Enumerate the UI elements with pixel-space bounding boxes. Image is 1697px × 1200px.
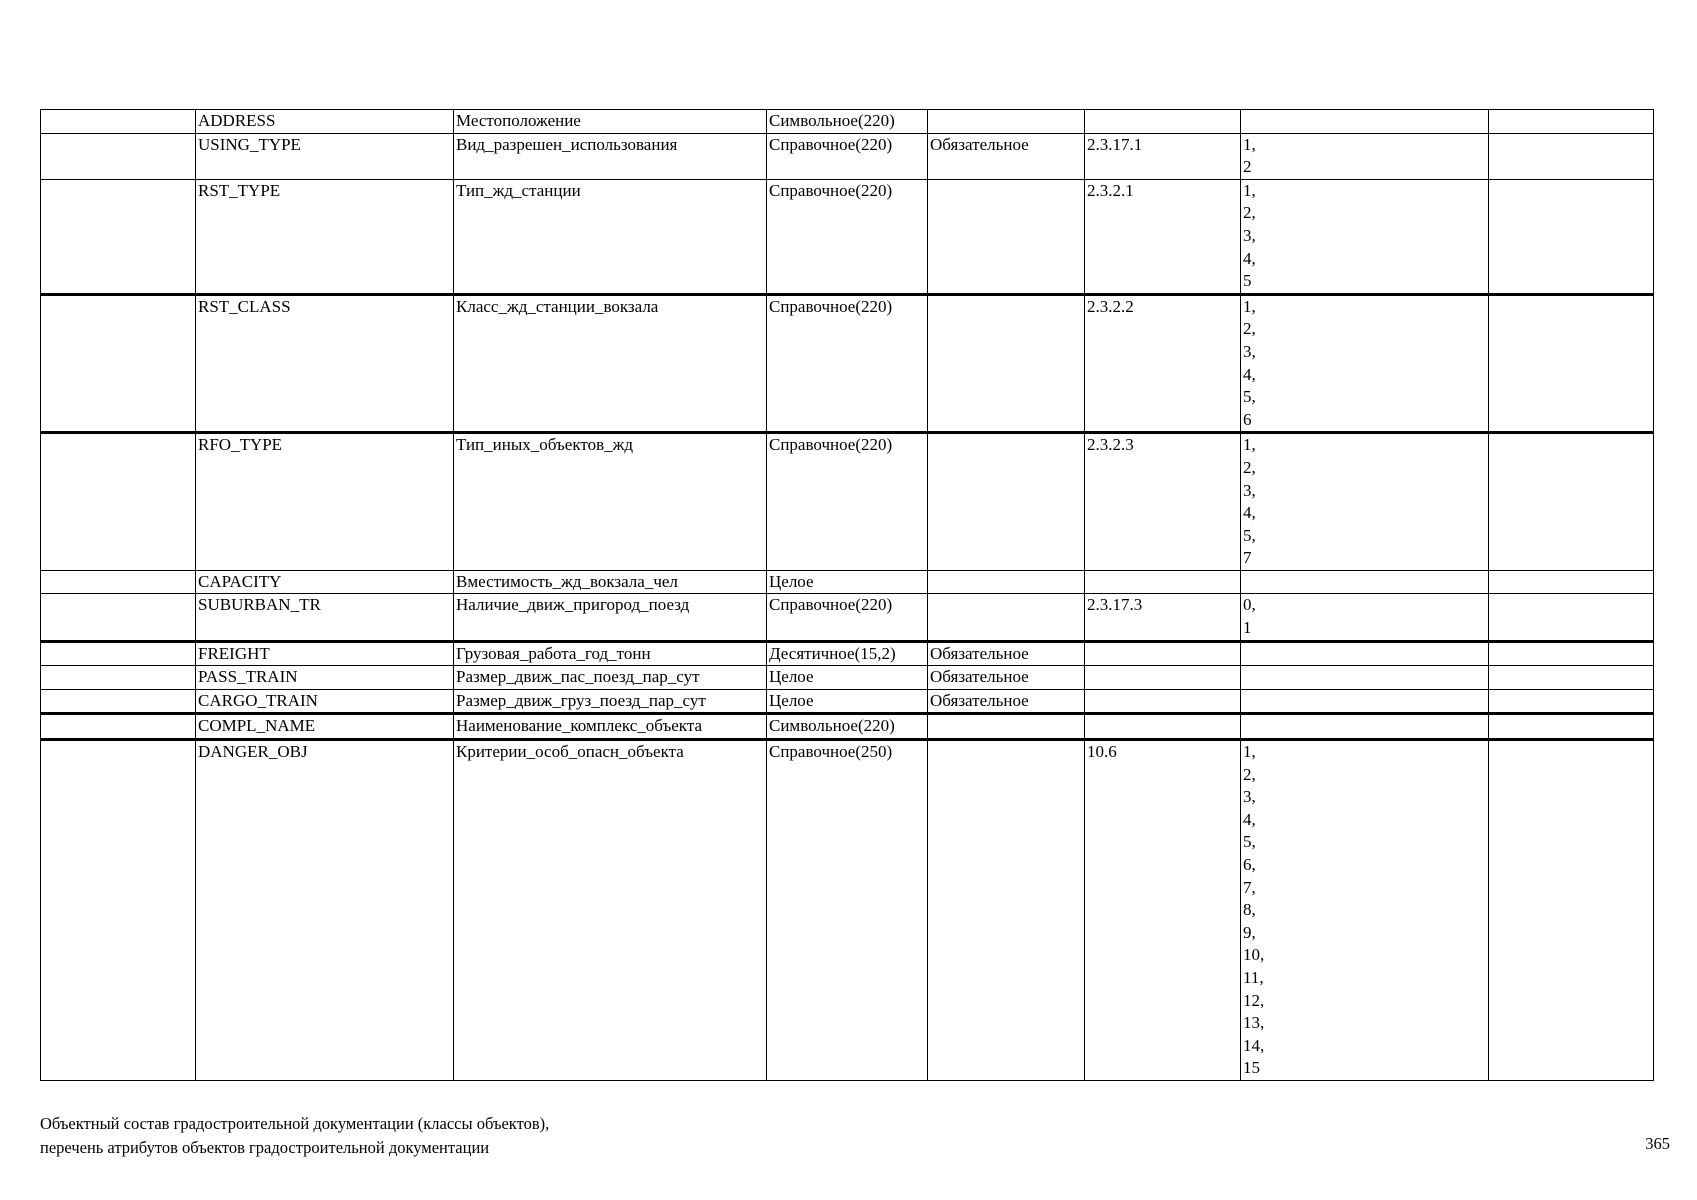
attribute-code-cell: COMPL_NAME [196, 714, 454, 740]
values-cell [1241, 570, 1489, 594]
empty-cell [1489, 433, 1654, 571]
attribute-name-cell: Тип_иных_объектов_жд [454, 433, 767, 571]
attribute-required-cell [928, 594, 1085, 641]
attribute-type-cell: Целое [767, 570, 928, 594]
reference-cell: 10.6 [1085, 740, 1241, 1081]
attribute-required-cell [928, 433, 1085, 571]
footer-caption: Объектный состав градостроительной документации (классы объектов), перечень атрибутов объектов градостроительной документации [40, 1114, 550, 1157]
table-row [41, 433, 1654, 571]
reference-cell [1085, 714, 1241, 740]
empty-cell [1489, 641, 1654, 666]
reference-cell [1085, 666, 1241, 690]
attribute-code-cell: RST_TYPE [196, 179, 454, 294]
empty-cell [1489, 179, 1654, 294]
attribute-type-cell: Символьное(220) [767, 714, 928, 740]
reference-cell [1085, 641, 1241, 666]
empty-cell [41, 641, 196, 666]
attribute-name-cell: Критерии_особ_опасн_объекта [454, 740, 767, 1081]
attribute-required-cell: Обязательное [928, 641, 1085, 666]
table-row [41, 110, 1654, 134]
attribute-type-cell: Справочное(220) [767, 433, 928, 571]
attribute-code-cell: CAPACITY [196, 570, 454, 594]
table-row [41, 641, 1654, 666]
attribute-required-cell [928, 294, 1085, 433]
attribute-type-cell: Целое [767, 666, 928, 690]
attribute-name-cell: Наименование_комплекс_объекта [454, 714, 767, 740]
attribute-type-cell: Символьное(220) [767, 110, 928, 134]
reference-cell [1085, 689, 1241, 714]
empty-cell [41, 666, 196, 690]
empty-cell [1489, 594, 1654, 641]
reference-cell [1085, 110, 1241, 134]
table-row [41, 714, 1654, 740]
attribute-name-cell: Грузовая_работа_год_тонн [454, 641, 767, 666]
attribute-required-cell: Обязательное [928, 133, 1085, 179]
attribute-name-cell: Размер_движ_груз_поезд_пар_сут [454, 689, 767, 714]
attribute-code-cell: ADDRESS [196, 110, 454, 134]
attribute-type-cell: Десятичное(15,2) [767, 641, 928, 666]
reference-cell: 2.3.17.1 [1085, 133, 1241, 179]
empty-cell [1489, 110, 1654, 134]
attribute-required-cell [928, 179, 1085, 294]
attribute-required-cell: Обязательное [928, 689, 1085, 714]
attribute-code-cell: RFO_TYPE [196, 433, 454, 571]
attribute-name-cell: Вид_разрешен_использования [454, 133, 767, 179]
attribute-required-cell [928, 740, 1085, 1081]
attribute-type-cell: Справочное(220) [767, 294, 928, 433]
table-row [41, 570, 1654, 594]
attribute-type-cell: Целое [767, 689, 928, 714]
values-cell [1241, 641, 1489, 666]
attribute-required-cell [928, 570, 1085, 594]
empty-cell [41, 433, 196, 571]
reference-cell [1085, 570, 1241, 594]
empty-cell [41, 570, 196, 594]
attribute-name-cell: Размер_движ_пас_поезд_пар_сут [454, 666, 767, 690]
values-cell [1241, 110, 1489, 134]
attribute-code-cell: FREIGHT [196, 641, 454, 666]
attributes-table [40, 109, 1654, 1081]
attribute-name-cell: Местоположение [454, 110, 767, 134]
table-row [41, 666, 1654, 690]
page-number: 365 [1645, 1134, 1670, 1153]
attribute-type-cell: Справочное(250) [767, 740, 928, 1081]
values-cell: 1, 2, 3, 4, 5, 6 [1241, 294, 1489, 433]
empty-cell [1489, 740, 1654, 1081]
attribute-required-cell [928, 110, 1085, 134]
empty-cell [1489, 689, 1654, 714]
values-cell [1241, 666, 1489, 690]
values-cell [1241, 714, 1489, 740]
table-row [41, 294, 1654, 433]
values-cell: 1, 2, 3, 4, 5, 7 [1241, 433, 1489, 571]
empty-cell [41, 740, 196, 1081]
table-row [41, 179, 1654, 294]
empty-cell [41, 133, 196, 179]
attribute-name-cell: Наличие_движ_пригород_поезд [454, 594, 767, 641]
empty-cell [41, 294, 196, 433]
attribute-code-cell: CARGO_TRAIN [196, 689, 454, 714]
empty-cell [41, 689, 196, 714]
empty-cell [41, 110, 196, 134]
attribute-name-cell: Класс_жд_станции_вокзала [454, 294, 767, 433]
empty-cell [41, 714, 196, 740]
table-row [41, 689, 1654, 714]
values-cell: 1, 2 [1241, 133, 1489, 179]
attribute-name-cell: Тип_жд_станции [454, 179, 767, 294]
attribute-code-cell: RST_CLASS [196, 294, 454, 433]
empty-cell [1489, 666, 1654, 690]
table-row [41, 133, 1654, 179]
reference-cell: 2.3.2.3 [1085, 433, 1241, 571]
values-cell: 0, 1 [1241, 594, 1489, 641]
empty-cell [1489, 570, 1654, 594]
empty-cell [1489, 133, 1654, 179]
empty-cell [1489, 714, 1654, 740]
empty-cell [41, 594, 196, 641]
reference-cell: 2.3.17.3 [1085, 594, 1241, 641]
attribute-code-cell: SUBURBAN_TR [196, 594, 454, 641]
values-cell: 1, 2, 3, 4, 5, 6, 7, 8, 9, 10, 11, 12, 13, 14, 15 [1241, 740, 1489, 1081]
values-cell [1241, 689, 1489, 714]
empty-cell [41, 179, 196, 294]
reference-cell: 2.3.2.1 [1085, 179, 1241, 294]
attribute-code-cell: PASS_TRAIN [196, 666, 454, 690]
attribute-type-cell: Справочное(220) [767, 179, 928, 294]
attribute-type-cell: Справочное(220) [767, 133, 928, 179]
empty-cell [1489, 294, 1654, 433]
attribute-type-cell: Справочное(220) [767, 594, 928, 641]
table-row [41, 594, 1654, 641]
attribute-name-cell: Вместимость_жд_вокзала_чел [454, 570, 767, 594]
attribute-required-cell: Обязательное [928, 666, 1085, 690]
attribute-code-cell: DANGER_OBJ [196, 740, 454, 1081]
attribute-required-cell [928, 714, 1085, 740]
values-cell: 1, 2, 3, 4, 5 [1241, 179, 1489, 294]
table-row [41, 740, 1654, 1081]
reference-cell: 2.3.2.2 [1085, 294, 1241, 433]
attribute-code-cell: USING_TYPE [196, 133, 454, 179]
